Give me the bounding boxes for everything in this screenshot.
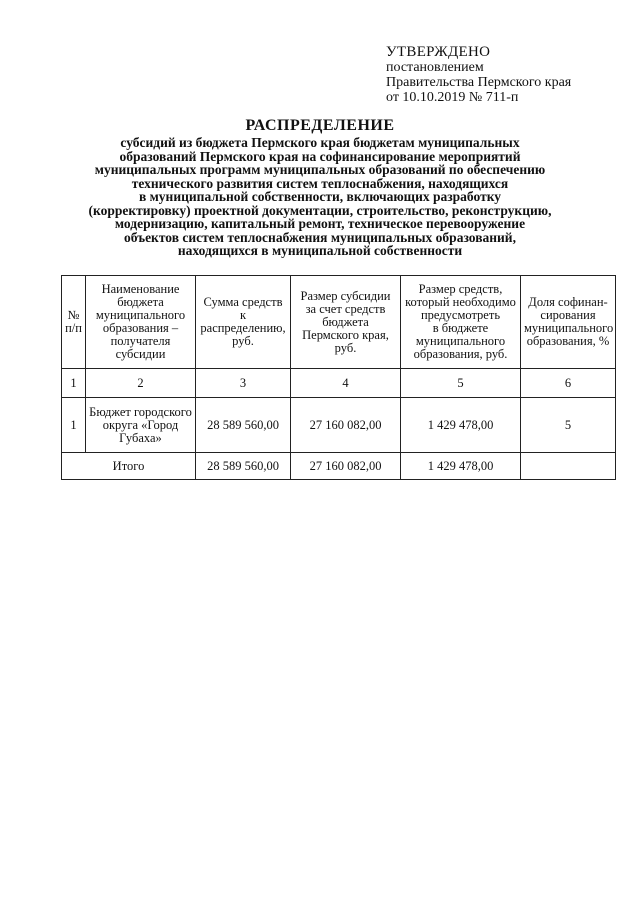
approval-heading: УТВЕРЖДЕНО (386, 44, 491, 60)
subtitle-line: образований Пермского края на софинансирование мероприятий (119, 148, 521, 164)
header-line: который необходимо (405, 295, 516, 309)
header-line: Сумма средств (203, 295, 283, 309)
row-name-line: Губаха» (119, 430, 162, 445)
header-line: муниципального (524, 321, 614, 335)
header-line: руб. (334, 340, 357, 355)
header-line: предусмотреть (420, 308, 501, 322)
column-number-row (62, 369, 616, 398)
approval-line-3: от 10.10.2019 № 711-п (386, 90, 519, 105)
subtitle-line: в муниципальной собственности, включающих разработку (138, 189, 502, 204)
header-line: Размер субсидии (300, 288, 391, 303)
row-total-amount-cell: 28 589 560,00 (196, 398, 291, 453)
header-line: п/п (65, 321, 82, 335)
column-number-cell: 5 (401, 369, 521, 398)
header-line: Наименование (101, 282, 180, 296)
row-name-line: округа «Город (102, 417, 179, 432)
subtitle-line: технического развития систем теплоснабжения, находящихся (131, 175, 509, 191)
header-line: образования, руб. (413, 347, 508, 361)
approval-line-1: постановлением (386, 60, 484, 75)
header-line: образования – (102, 321, 179, 335)
header-line: за счет средств (305, 301, 386, 316)
table-header-row (62, 276, 616, 369)
approval-stamp (386, 45, 626, 105)
row-name-line: Бюджет городского (89, 404, 192, 419)
subtitle-line: находящихся в муниципальной собственности (177, 243, 463, 258)
total-municipal-amount-cell: 1 429 478,00 (401, 453, 521, 480)
total-amount-cell: 28 589 560,00 (196, 453, 291, 480)
subtitle-line: (корректировку) проектной документации, строительство, реконструкцию, (88, 202, 552, 218)
total-regional-subsidy-cell: 27 160 082,00 (291, 453, 401, 480)
column-number-cell: 3 (196, 369, 291, 398)
header-line: муниципального (415, 334, 506, 348)
total-label-cell: Итого (62, 453, 196, 480)
distribution-table (61, 275, 616, 480)
header-cell-name (86, 276, 196, 369)
header-cell-cofinancing-share (521, 276, 616, 369)
subtitle-line: объектов систем теплоснабжения муниципальных образований, (124, 229, 516, 245)
row-municipal-amount-cell: 1 429 478,00 (401, 398, 521, 453)
header-line: сирования (540, 308, 596, 322)
row-number-cell: 1 (62, 398, 86, 453)
subtitle-line: модернизацию, капитальный ремонт, техническое перевооружение (114, 216, 526, 231)
header-line: руб. (232, 334, 254, 348)
document-subtitle (50, 136, 590, 258)
header-cell-number (62, 276, 86, 369)
row-regional-subsidy-cell: 27 160 082,00 (291, 398, 401, 453)
header-line: к распределению, (200, 308, 286, 335)
document-title: РАСПРЕДЕЛЕНИЕ (245, 117, 395, 134)
column-number-cell: 1 (62, 369, 86, 398)
header-cell-regional-subsidy (291, 276, 401, 369)
total-cofinancing-share-cell (521, 453, 616, 480)
row-name-cell (86, 398, 196, 453)
header-line: бюджета (322, 314, 369, 329)
header-line: муниципального (95, 308, 186, 322)
header-cell-total-amount (196, 276, 291, 369)
header-cell-municipal-amount (401, 276, 521, 369)
subtitle-line: субсидий из бюджета Пермского края бюджетам муниципальных (120, 135, 520, 150)
header-line: бюджета (117, 295, 164, 309)
header-line: Размер средств, (418, 282, 503, 296)
column-number-cell: 4 (291, 369, 401, 398)
header-line: в бюджете (432, 321, 489, 335)
header-line: образования, % (526, 334, 610, 348)
row-cofinancing-share-cell: 5 (521, 398, 616, 453)
header-line: № (67, 308, 80, 322)
header-line: получателя (110, 334, 171, 348)
header-line: субсидии (115, 347, 166, 361)
table-row (62, 398, 616, 453)
subtitle-line: муниципальных программ муниципальных образований по обеспечению (94, 162, 546, 177)
header-line: Пермского края, (302, 327, 389, 342)
column-number-cell: 2 (86, 369, 196, 398)
approval-line-2: Правительства Пермского края (386, 75, 572, 90)
column-number-cell: 6 (521, 369, 616, 398)
total-row (62, 453, 616, 480)
header-line: Доля софинан- (528, 295, 608, 309)
